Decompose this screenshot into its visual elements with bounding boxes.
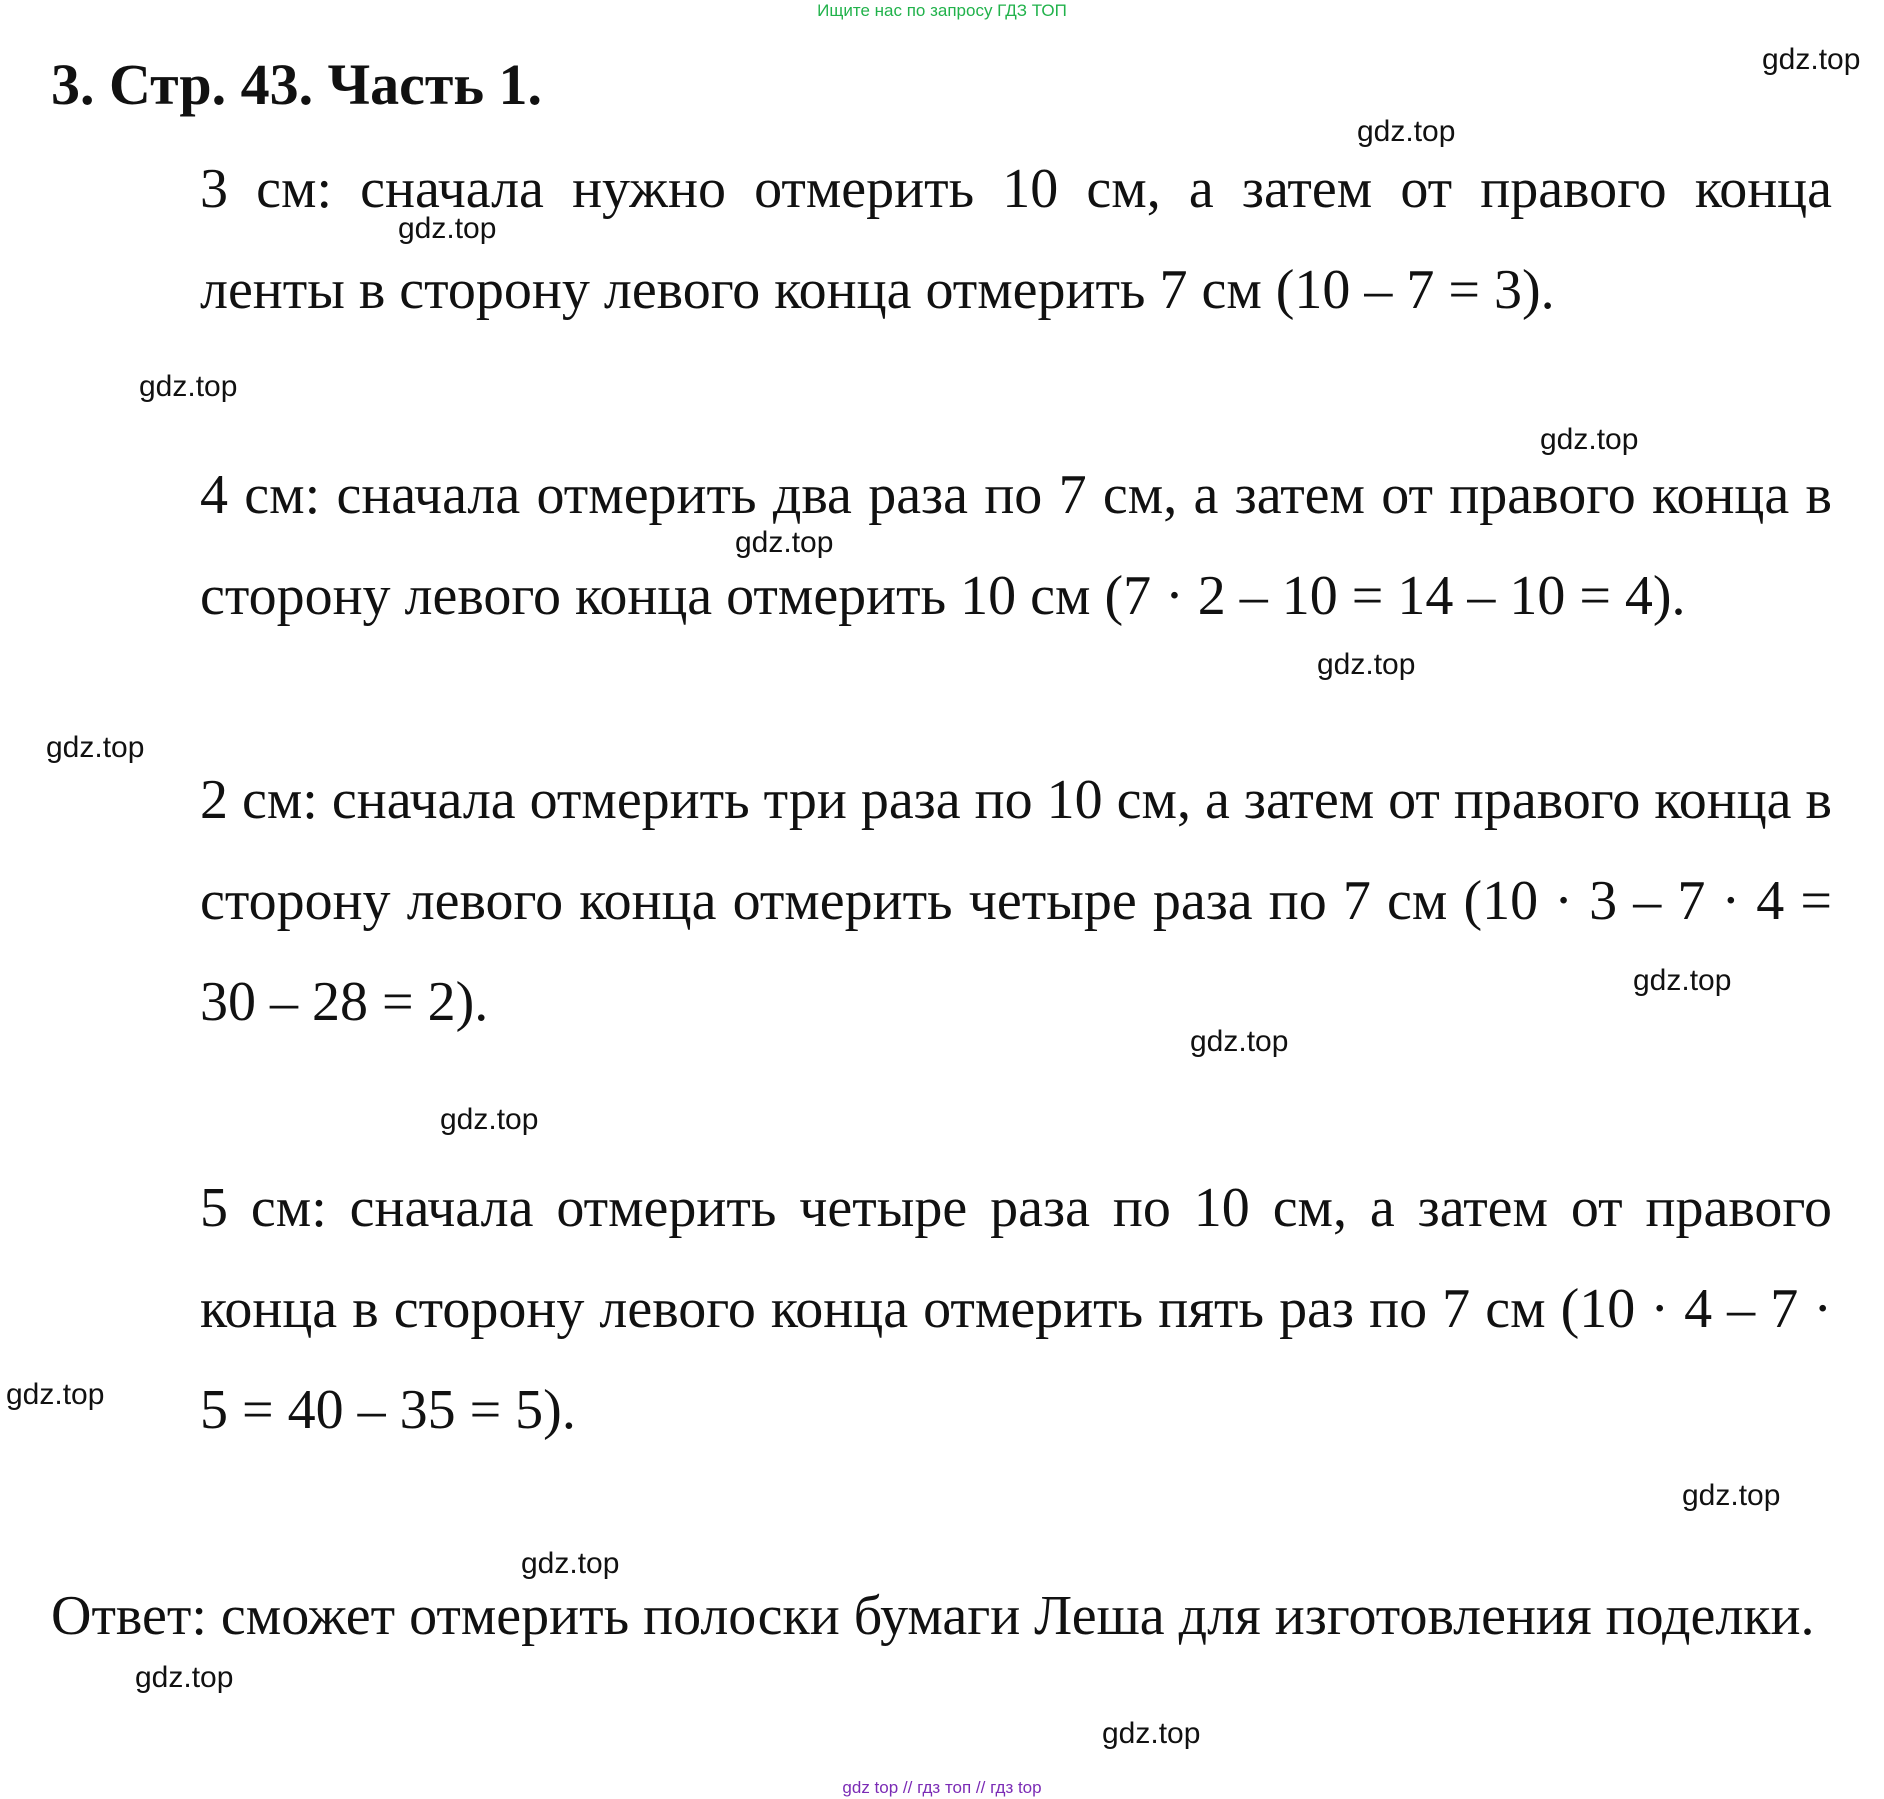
watermark: gdz.top (1102, 1717, 1201, 1750)
footer-text: gdz top // гдз топ // гдз top (842, 1778, 1042, 1797)
top-banner (0, 0, 1884, 22)
solution-paragraph-5cm: 5 см: сначала отмерить четыре раза по 10 см, а затем от правого конца в сторону левого конца отмерить пять раз по 7 см (10 · 4 – 7 · 5 = 40 – 35 = 5). (200, 1177, 1832, 1441)
watermark: gdz.top (1540, 423, 1639, 456)
solution-paragraph-3cm: 3 см: сначала нужно отмерить 10 см, а затем от правого конца ленты в сторону левого конца отмерить 7 см (10 – 7 = 3). (200, 158, 1832, 321)
watermark: gdz.top (1633, 964, 1732, 997)
watermark: gdz.top (398, 212, 497, 245)
watermark: gdz.top (1682, 1479, 1781, 1512)
watermark: gdz.top (735, 526, 834, 559)
watermark: gdz.top (440, 1103, 539, 1136)
banner-text: Ищите нас по запросу ГДЗ ТОП (817, 1, 1067, 20)
watermark: gdz.top (1317, 648, 1416, 681)
watermark: gdz.top (521, 1547, 620, 1580)
watermark: gdz.top (135, 1661, 234, 1694)
solution-paragraph-2cm: 2 см: сначала отмерить три раза по 10 см, а затем от правого конца в сторону левого конца отмерить четыре раза по 7 см (10 · 3 – 7 · 4 = 30 – 28 = 2). (200, 769, 1832, 1033)
watermark: gdz.top (6, 1378, 105, 1411)
watermark: gdz.top (1762, 43, 1861, 76)
footer (0, 1778, 1884, 1798)
page-title: 3. Стр. 43. Часть 1. (51, 52, 543, 117)
answer-paragraph: Ответ: сможет отмерить полоски бумаги Леша для изготовления поделки. (51, 1585, 1815, 1647)
watermark: gdz.top (139, 370, 238, 403)
watermark: gdz.top (1190, 1025, 1289, 1058)
solution-paragraph-4cm: 4 см: сначала отмерить два раза по 7 см, а затем от правого конца в сторону левого конца отмерить 10 см (7 · 2 – 10 = 14 – 10 = 4). (200, 464, 1832, 627)
watermark: gdz.top (46, 731, 145, 764)
watermark: gdz.top (1357, 115, 1456, 148)
